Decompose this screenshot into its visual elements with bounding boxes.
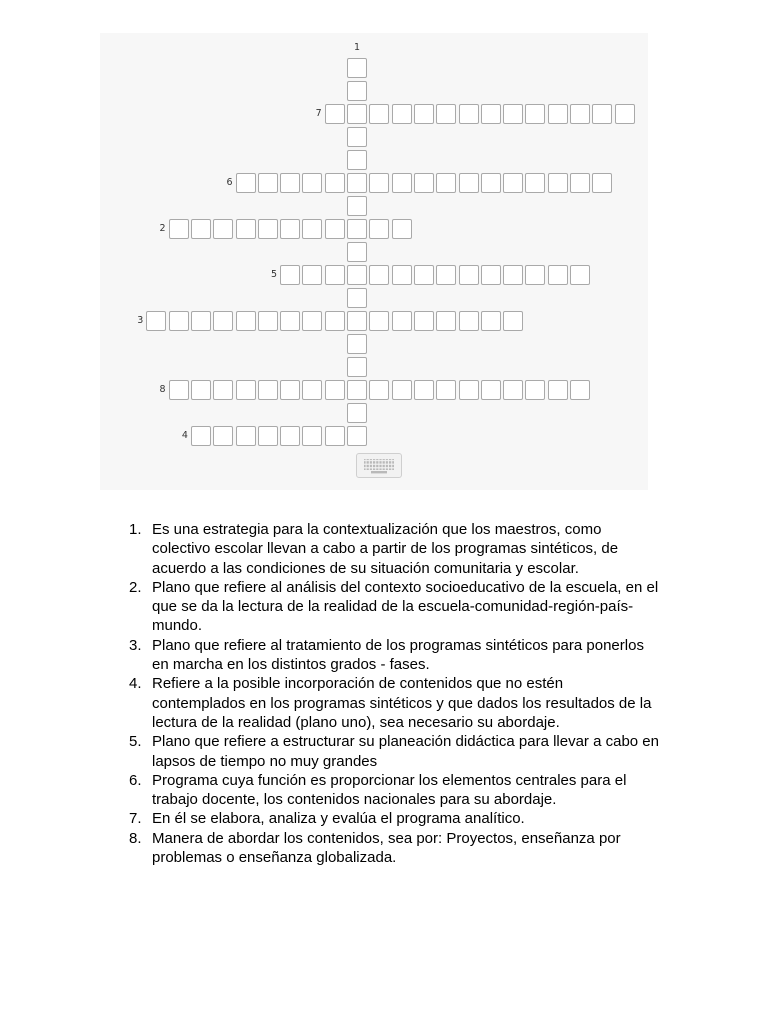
crossword-cell[interactable] (146, 311, 166, 331)
clue-item (0, 520, 768, 578)
crossword-cell[interactable] (280, 311, 300, 331)
clue-text-line: que se da la lectura de la realidad de la escuela-comunidad-región-país- (152, 598, 634, 616)
crossword-cell[interactable] (436, 311, 456, 331)
crossword-cell[interactable] (302, 311, 322, 331)
clue-text-line: lapsos de tiempo no muy grandes (152, 752, 378, 770)
clue-text-line: acuerdo a las condiciones de su situación comunitaria y escolar. (152, 559, 579, 577)
clue-text (152, 636, 768, 675)
crossword-cell[interactable] (191, 380, 211, 400)
clue-number: 3. (129, 636, 142, 654)
crossword-cell[interactable] (347, 403, 367, 423)
crossword-cell[interactable] (392, 311, 412, 331)
crossword-cell[interactable] (213, 380, 233, 400)
crossword-cell[interactable] (436, 380, 456, 400)
crossword-cell[interactable] (169, 311, 189, 331)
crossword-cell[interactable] (570, 173, 590, 193)
clue-number: 2. (129, 578, 142, 596)
clue-item (0, 578, 768, 636)
crossword-cell[interactable] (570, 104, 590, 124)
crossword-cell[interactable] (392, 265, 412, 285)
crossword-cell[interactable] (213, 219, 233, 239)
clue-text-line: Programa cuya función es proporcionar los elementos centrales para el (152, 771, 627, 789)
crossword-cell[interactable] (503, 265, 523, 285)
clue-text-line: Refiere a la posible incorporación de contenidos que no estén (152, 675, 564, 693)
crossword-cell[interactable] (325, 311, 345, 331)
crossword-cell[interactable] (236, 219, 256, 239)
crossword-cell[interactable] (258, 173, 278, 193)
crossword-cell[interactable] (414, 104, 434, 124)
crossword-cell[interactable] (302, 380, 322, 400)
crossword-cell[interactable] (392, 104, 412, 124)
crossword-cell[interactable] (436, 173, 456, 193)
crossword-cell[interactable] (347, 242, 367, 262)
crossword-cell[interactable] (236, 426, 256, 446)
crossword-cell[interactable] (236, 380, 256, 400)
crossword-cell[interactable] (459, 104, 479, 124)
crossword-cell[interactable] (347, 104, 367, 124)
crossword-number-label: 8 (159, 384, 166, 395)
crossword-cell[interactable] (481, 265, 501, 285)
clue-number: 8. (129, 829, 142, 847)
crossword-cell[interactable] (302, 219, 322, 239)
crossword-cell[interactable] (325, 426, 345, 446)
crossword-number-label: 1 (353, 42, 361, 53)
crossword-cell[interactable] (525, 173, 545, 193)
crossword-cell[interactable] (280, 219, 300, 239)
crossword-cell[interactable] (414, 173, 434, 193)
crossword-cell[interactable] (481, 311, 501, 331)
clue-item (0, 771, 768, 810)
crossword-cell[interactable] (414, 380, 434, 400)
crossword-grid (100, 33, 648, 490)
crossword-cell[interactable] (481, 380, 501, 400)
crossword-cell[interactable] (258, 380, 278, 400)
crossword-cell[interactable] (280, 265, 300, 285)
clue-text (152, 520, 768, 578)
crossword-number-label: 6 (226, 177, 233, 188)
clue-text-line: en marcha en los distintos grados - fases. (152, 656, 430, 674)
crossword-cell[interactable] (369, 380, 389, 400)
clue-text-line: colectivo escolar llevan a cabo a partir de los programas sintéticos, de (152, 540, 619, 558)
crossword-cell[interactable] (592, 104, 612, 124)
crossword-cell[interactable] (414, 311, 434, 331)
crossword-cell[interactable] (347, 58, 367, 78)
crossword-cell[interactable] (525, 265, 545, 285)
crossword-number-label: 5 (271, 269, 278, 280)
crossword-cell[interactable] (325, 380, 345, 400)
clue-text-line: En él se elabora, analiza y evalúa el programa analítico. (152, 810, 525, 828)
crossword-cell[interactable] (459, 311, 479, 331)
crossword-cell[interactable] (392, 173, 412, 193)
crossword-cell[interactable] (213, 426, 233, 446)
crossword-cell[interactable] (615, 104, 635, 124)
crossword-cell[interactable] (347, 426, 367, 446)
crossword-number-label: 4 (181, 430, 188, 441)
crossword-cell[interactable] (548, 380, 568, 400)
clue-number: 7. (129, 810, 142, 828)
crossword-cell[interactable] (392, 380, 412, 400)
crossword-cell[interactable] (459, 380, 479, 400)
crossword-cell[interactable] (169, 219, 189, 239)
keyboard-button[interactable] (356, 453, 402, 478)
crossword-number-label: 2 (159, 223, 166, 234)
crossword-cell[interactable] (481, 104, 501, 124)
crossword-cell[interactable] (236, 311, 256, 331)
crossword-cell[interactable] (280, 380, 300, 400)
crossword-cell[interactable] (347, 150, 367, 170)
clue-text (152, 829, 768, 868)
crossword-cell[interactable] (548, 173, 568, 193)
crossword-cell[interactable] (369, 265, 389, 285)
crossword-cell[interactable] (570, 380, 590, 400)
crossword-cell[interactable] (191, 426, 211, 446)
crossword-cell[interactable] (570, 265, 590, 285)
clue-text-line: mundo. (152, 617, 203, 635)
crossword-cell[interactable] (459, 173, 479, 193)
clue-text-line: Plano que refiere al análisis del contexto socioeducativo de la escuela, en el (152, 578, 659, 596)
crossword-cell[interactable] (302, 173, 322, 193)
crossword-cell[interactable] (414, 265, 434, 285)
clue-item (0, 636, 768, 675)
clue-item (0, 732, 768, 771)
crossword-cell[interactable] (347, 311, 367, 331)
crossword-cell[interactable] (347, 81, 367, 101)
crossword-cell[interactable] (325, 104, 345, 124)
clue-text-line: Plano que refiere al tratamiento de los programas sintéticos para ponerlos (152, 636, 644, 654)
crossword-cell[interactable] (548, 104, 568, 124)
clue-item (0, 809, 768, 828)
crossword-cell[interactable] (392, 219, 412, 239)
crossword-cell[interactable] (369, 173, 389, 193)
clue-number: 1. (129, 521, 142, 538)
crossword-number-label: 3 (137, 315, 144, 326)
clue-text-line: lectura de la realidad (plano uno), sea necesario su abordaje. (152, 713, 560, 731)
crossword-cell[interactable] (347, 334, 367, 354)
crossword-cell[interactable] (258, 219, 278, 239)
clue-number: 5. (129, 733, 142, 751)
clue-text-line: Manera de abordar los contenidos, sea por: Proyectos, enseñanza por (152, 829, 621, 847)
crossword-number-label: 7 (315, 108, 322, 119)
crossword-cell[interactable] (280, 426, 300, 446)
clue-text-line: Plano que refiere a estructurar su planeación didáctica para llevar a cabo en (152, 733, 659, 751)
clue-item (0, 674, 768, 732)
crossword-cell[interactable] (503, 104, 523, 124)
clue-text (152, 771, 768, 810)
crossword-cell[interactable] (347, 357, 367, 377)
clue-text (152, 732, 768, 771)
crossword-cell[interactable] (592, 173, 612, 193)
crossword-cell[interactable] (459, 265, 479, 285)
crossword-cell[interactable] (191, 219, 211, 239)
crossword-cell[interactable] (236, 173, 256, 193)
crossword-cell[interactable] (503, 380, 523, 400)
clue-text-line: contemplados en los programas sintéticos y que dados los resultados de la (152, 694, 652, 712)
crossword-cell[interactable] (280, 173, 300, 193)
clue-text (152, 578, 768, 636)
crossword-cell[interactable] (347, 265, 367, 285)
crossword-cell[interactable] (191, 311, 211, 331)
crossword-cell[interactable] (436, 104, 456, 124)
clue-text-line: Es una estrategia para la contextualización que los maestros, como (152, 521, 602, 538)
crossword-cell[interactable] (369, 104, 389, 124)
clue-list (0, 520, 768, 867)
crossword-cell[interactable] (347, 288, 367, 308)
clue-text-line: trabajo docente, los contenidos nacionales para su abordaje. (152, 791, 557, 809)
keyboard-icon (357, 454, 401, 477)
crossword-cell[interactable] (369, 219, 389, 239)
crossword-cell[interactable] (369, 311, 389, 331)
crossword-cell[interactable] (436, 265, 456, 285)
crossword-cell[interactable] (347, 196, 367, 216)
crossword-cell[interactable] (302, 265, 322, 285)
crossword-cell[interactable] (325, 219, 345, 239)
crossword-cell[interactable] (503, 173, 523, 193)
crossword-cell[interactable] (503, 311, 523, 331)
crossword-cell[interactable] (347, 127, 367, 147)
clue-number: 6. (129, 771, 142, 789)
crossword-cell[interactable] (213, 311, 233, 331)
crossword-cell[interactable] (525, 104, 545, 124)
clue-number: 4. (129, 675, 142, 693)
crossword-cell[interactable] (302, 426, 322, 446)
crossword-cell[interactable] (325, 173, 345, 193)
crossword-cell[interactable] (525, 380, 545, 400)
crossword-cell[interactable] (258, 426, 278, 446)
clue-text (152, 674, 768, 732)
crossword-cell[interactable] (347, 173, 367, 193)
crossword-cell[interactable] (481, 173, 501, 193)
crossword-cell[interactable] (548, 265, 568, 285)
crossword-cell[interactable] (169, 380, 189, 400)
crossword-cell[interactable] (258, 311, 278, 331)
crossword-cell[interactable] (325, 265, 345, 285)
crossword-cell[interactable] (347, 219, 367, 239)
clue-text-line: problemas o enseñanza globalizada. (152, 849, 397, 867)
crossword-cell[interactable] (347, 380, 367, 400)
clue-text (152, 809, 768, 828)
clue-item (0, 829, 768, 868)
